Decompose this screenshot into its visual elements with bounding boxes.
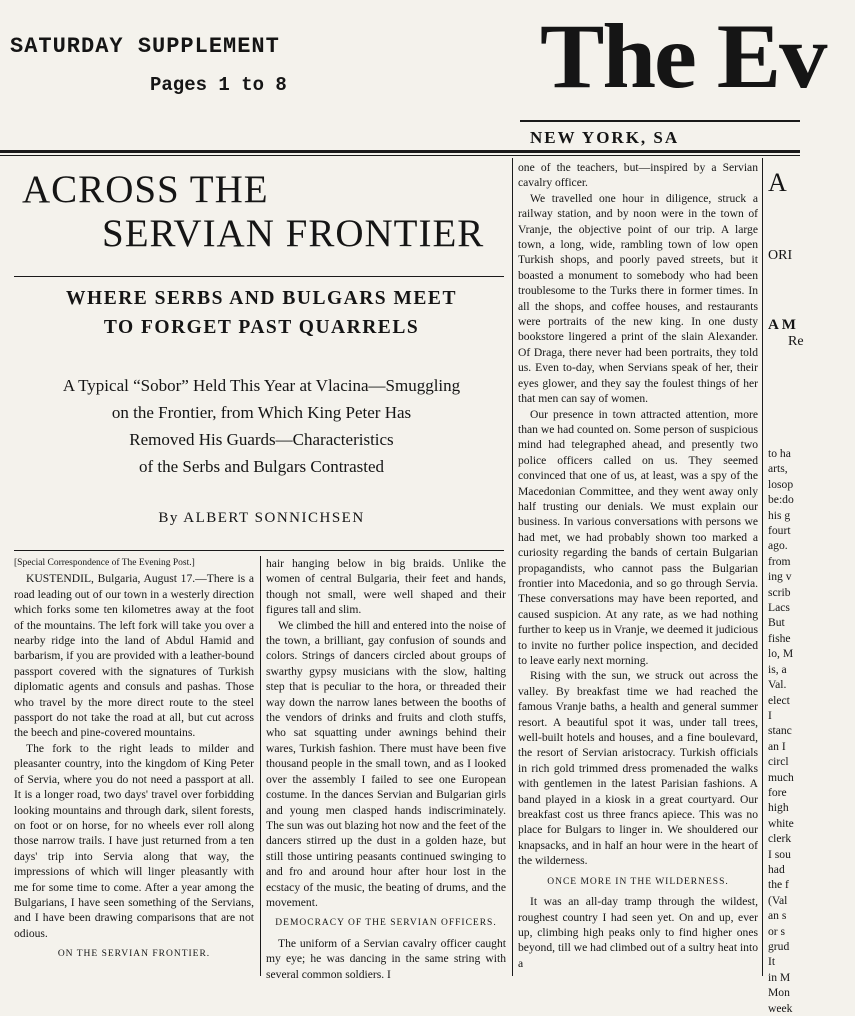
right-column-fragment: much (768, 770, 794, 784)
right-column-fragment: fore (768, 785, 787, 799)
subheadline-line-2: TO FORGET PAST QUARRELS (103, 317, 420, 338)
right-column-fragment: week (768, 1001, 793, 1015)
dateline: NEW YORK, SA (530, 128, 680, 147)
right-column-fragment: an s (768, 909, 787, 923)
header-rule (0, 150, 800, 153)
right-column-fragment: elect (768, 693, 790, 707)
paragraph: We climbed the hill and entered into the noise of the town, a brilliant, gay confusion of sounds and colors. Strings of dancers circled about groups of swarthy gypsy musicians with the slow, halting step that is peculiar to the hora, or threaded their way down the narrow lanes between the booths of the vendors of drinks and fruits and cloth stuffs, who sat squatting under awnings behind their wares, Turkish fashion. There must have been five thousand people in the small town, and as I looked over the assembly I failed to see one European costume. In the dances Servian and Bulgarian girls and young men clasped hands indiscriminately. The sun was out blazing hot now and the feet of the dancers stirred up the dust in a golden haze, but still those untiring peasants continued swinging to and fro and around hour after hour lost in the ecstacy of the music, the beating of drums, and the movement. (266, 618, 506, 909)
right-column-fragment: Val. (768, 678, 787, 692)
supplement-pages: Pages 1 to 8 (150, 74, 287, 96)
right-column-fragment: I sou (768, 847, 791, 861)
paragraph: KUSTENDIL, Bulgaria, August 17.—There is a road leading out of our town in a westerly direction which forks some ten kilometres away at the foot of the mountains. The left fork will take you over a nearby ridge into the land of Abdul Hamid and barbarism, if you are provided with a leather-bound passport covered with the signatures of Turkish diplomatic agents and consuls and pashas. Those who travel by the more direct route to the steel passport do not take the road at all, but cut across the beech and pine-covered mountains. (14, 572, 254, 740)
right-column-fragment: But (768, 616, 785, 630)
correspondence-credit: [Special Correspondence of The Evening Post.] (14, 558, 195, 568)
right-column-ori: ORI (768, 248, 793, 263)
right-column-fragment: in M (768, 970, 791, 984)
right-column-fragment: Lacs (768, 601, 790, 615)
column-rule-1 (260, 556, 261, 976)
right-column-fragment: fourt (768, 524, 791, 538)
right-column-fragment: high (768, 801, 789, 815)
right-column-fragment: scrib (768, 585, 791, 599)
right-column-fragment: from (768, 554, 791, 568)
paragraph: Our presence in town attracted attention, more than we had counted on. Some person of suspicious mind had telegraphed ahead, and presently two police officers called on us. They seemed convinced that one of us, at least, was a spy of the Macedonian Committee, and they went away only half trusting our denials. We must explain our business. In various conversations with persons we had met, we had probably shown too marked a curiosity regarding the bands of certain Bulgarian propagandists, who cannot pass the Bulgarian frontier into Macedonia, and so go through Servia. These conversations may have been reported, and caused suspicion. At any rate, as we had nothing further to keep us in Vranje, we deemed it judicious to invite no further police inspection, and decided to leave early next morning. (518, 407, 758, 667)
right-column-fragment: losop (768, 477, 794, 491)
right-column-fragment: fishe (768, 631, 791, 645)
right-column-fragment: grud (768, 940, 790, 953)
right-column-fragment: ago. (768, 539, 788, 553)
right-column-fragments (768, 446, 808, 1015)
right-column-fragment: It (768, 955, 776, 969)
right-column-fragment: the f (768, 878, 789, 892)
headline-line-1: ACROSS THE (22, 168, 269, 211)
deck-line-1: A Typical “Sobor” Held This Year at Vlacina—Smuggling (62, 376, 461, 395)
right-column-fragment: (Val (768, 893, 788, 907)
article-column-3 (518, 160, 758, 976)
right-column-fragment: white (768, 816, 794, 830)
right-column-fragment: circl (768, 755, 789, 769)
right-column-fragment: or s (768, 924, 786, 938)
column-rule-2 (512, 158, 513, 976)
byline-separator (14, 550, 504, 551)
headline (14, 168, 509, 256)
masthead-title: The Ev (540, 5, 826, 107)
supplement-title: SATURDAY SUPPLEMENT (10, 34, 280, 59)
paragraph: hair hanging below in big braids. Unlike the women of central Bulgaria, their feet and hands, though not small, were well shaped and their figures tall and slim. (266, 557, 506, 617)
header-rule-top (520, 120, 800, 122)
section-subhead: ON THE SERVIAN FRONTIER. (57, 949, 211, 960)
right-column-fragment: an I (768, 739, 786, 753)
header-rule-thin (0, 155, 800, 156)
section-subhead: DEMOCRACY OF THE SERVIAN OFFICERS. (275, 918, 497, 929)
right-column-fragment: ing v (768, 570, 792, 584)
article-column-1 (14, 556, 254, 976)
deck-line-3: Removed His Guards—Characteristics (129, 430, 394, 449)
subheadline (14, 284, 509, 342)
right-column-fragment: had (768, 862, 785, 876)
headline-separator (14, 276, 504, 277)
deck-line-2: on the Frontier, from Which King Peter Has (111, 403, 412, 422)
article-column-2 (266, 556, 506, 981)
right-column-heading: A (768, 168, 787, 197)
byline: By ALBERT SONNICHSEN (158, 510, 365, 526)
paragraph: The uniform of a Servian cavalry officer caught my eye; he was dancing in the same string with several common soldiers. I (266, 936, 506, 981)
headline-line-2: SERVIAN FRONTIER (102, 212, 485, 255)
paragraph: one of the teachers, but—inspired by a Servian cavalry officer. (518, 161, 758, 190)
right-column-re: Re (788, 334, 804, 349)
subheadline-line-1: WHERE SERBS AND BULGARS MEET (66, 288, 457, 309)
right-column-fragment: to ha (768, 447, 791, 460)
right-column-fragment: be:do (768, 493, 794, 507)
right-column-fragment: clerk (768, 832, 792, 846)
paragraph: We travelled one hour in diligence, struck a railway station, and by noon were in the town of Vranje, the objective point of our trip. A large town, a long, wide, rambling town of low open Turkish shops, and poorly paved streets, but it boasted a monument to somebody who had been troublesome to the Turks there in former times. In all the shops, and coffee houses, and restaurants were portraits of the new king. In one dusty bookstore lingered a print of the slain Alexander. Of Draga, there never had been portraits, they told us. Even to-day, when Servians speak of her, their eyes glower, and they say the foulest things of her that men can say of women. (518, 191, 758, 406)
right-column-fragment: Mon (768, 986, 790, 1000)
section-subhead: ONCE MORE IN THE WILDERNESS. (547, 876, 729, 887)
right-column-fragment: arts, (768, 462, 788, 476)
right-column-fragment: lo, M (768, 647, 794, 661)
right-column-fragment: I (768, 708, 772, 722)
right-column-fragment: his g (768, 508, 791, 522)
paragraph: Rising with the sun, we struck out across the valley. By breakfast time we had reached the famous Vranje baths, a health and general summer resort. A beautiful spot it was, under tall trees, well-built hotels and houses, and a fine boulevard, the resort of Servian aristocracy. Turkish officials in rich gold trimmed dress promenaded the walks with gentlemen in the latest Parisian fashions. A band played in a kiosk in a great courtyard. Our breakfast cost us three francs apiece. This was no place for Bulgars to linger in. We shouldered our knapsacks, and in half an hour were in the heart of the wilderness. (518, 669, 758, 868)
right-column-fragment: stanc (768, 724, 792, 738)
deck (14, 372, 509, 480)
paragraph: It was an all-day tramp through the wildest, roughest country I had seen yet. On and up, ever up, climbing high peaks only to find higher ones beyond, till we had climbed out of a sultry heat into a (518, 895, 758, 970)
column-rule-3 (762, 158, 763, 976)
deck-line-4: of the Serbs and Bulgars Contrasted (138, 457, 385, 476)
right-column-am: A M (768, 317, 796, 333)
right-column-fragment: is, a (768, 662, 787, 676)
paragraph: The fork to the right leads to milder and pleasanter country, into the kingdom of King Peter of Servia, where you do not need a passport at all. It is a longer road, two days' travel over forbidding looking mountains and through dark, silent forests, on foot or on horse, for no wheels ever roll along those narrow trails. I have just returned from a ten days' trip into Servia along that way, the impressions of which will linger pleasantly with me for some time to come. After a year among the Bulgarians, I have seen something of the Servians, and I have been drawing comparisons that are not odious. (14, 741, 254, 940)
